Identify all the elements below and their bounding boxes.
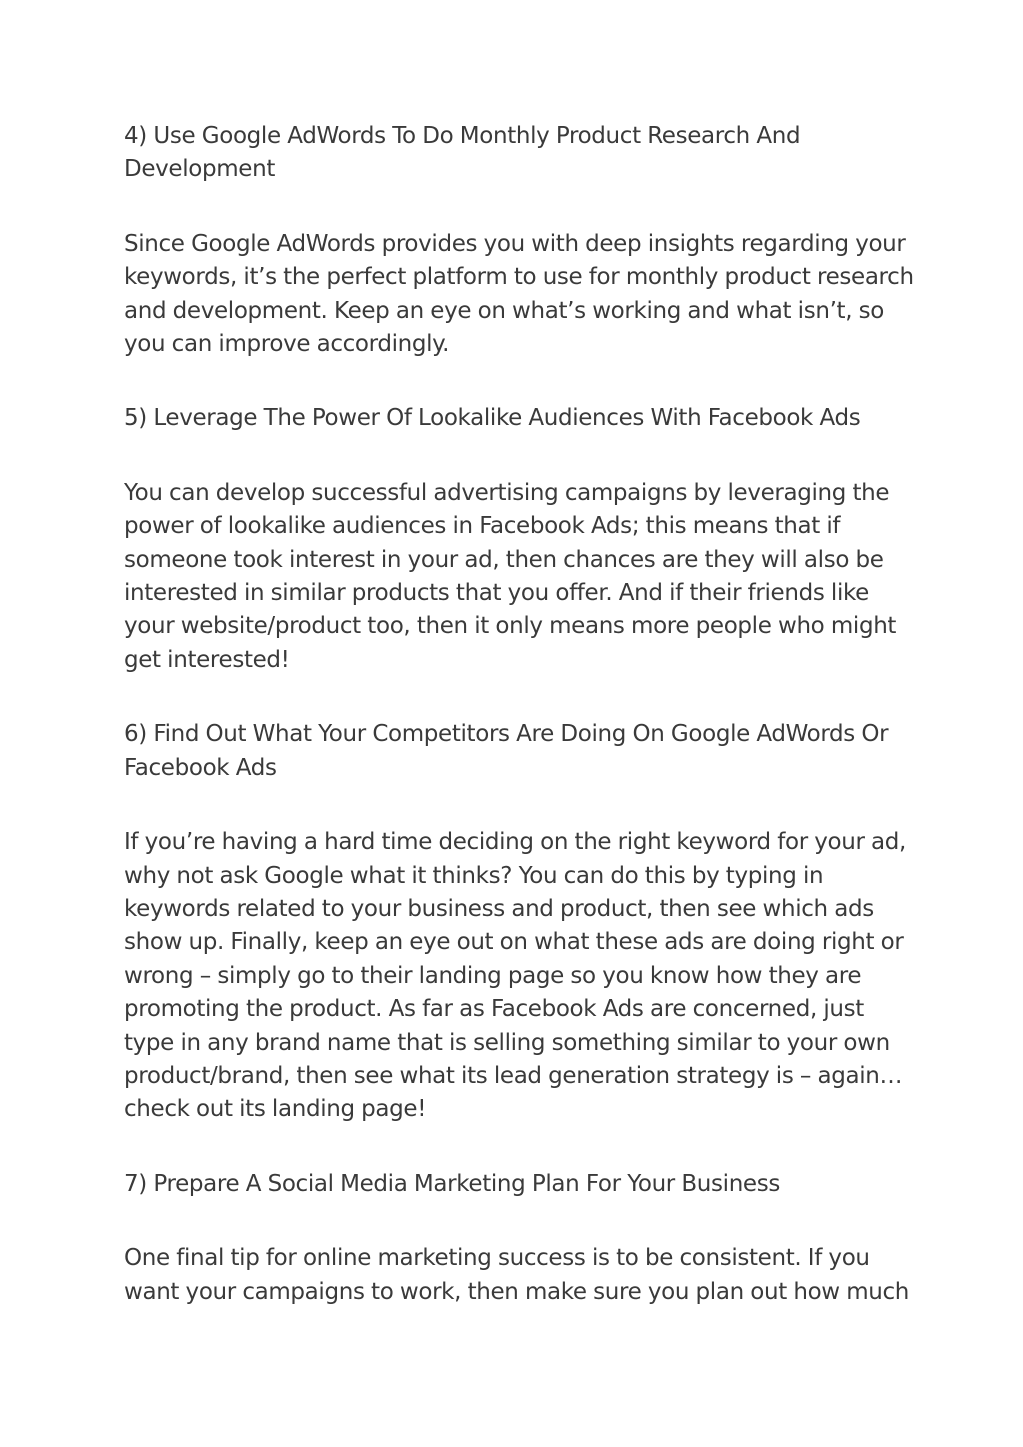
section-4-body: Since Google AdWords provides you with deep insights regarding your keywords, it’s the perfect platform to use for monthly product research and development. Keep an eye on what’s working and what isn’t, so you can improve accordingly. [124, 230, 914, 358]
section-5-body: You can develop successful advertising campaigns by leveraging the power of lookalike audiences in Facebook Ads; this means that if someone took interest in your ad, then chances are they will also be interested in similar products that you offer. And if their friends like your website/product too, then it only means more people who might get interested! [124, 479, 897, 673]
section-4-heading: 4) Use Google AdWords To Do Monthly Product Research And Development [124, 123, 801, 183]
section-6-heading: 6) Find Out What Your Competitors Are Doing On Google AdWords Or Facebook Ads [124, 721, 889, 781]
section-7-body: One final tip for online marketing success is to be consistent. If you want your campaigns to work, then make sure you plan out how much [124, 1245, 910, 1305]
section-6-body: If you’re having a hard time deciding on the right keyword for your ad, why not ask Google what it thinks? You can do this by typing in keywords related to your business and product, then see which ads show up. Finally, keep an eye out on what these ads are doing right or wrong – simply go to their landing page so you know how they are promoting the product. As far as Facebook Ads are concerned, just type in any brand name that is selling something similar to your own product/brand, then see what its lead generation strategy is – again…check out its landing page! [124, 829, 907, 1123]
section-5-heading: 5) Leverage The Power Of Lookalike Audiences With Facebook Ads [124, 405, 861, 432]
section-7-heading: 7) Prepare A Social Media Marketing Plan For Your Business [124, 1170, 780, 1197]
document-page [124, 120, 914, 1350]
